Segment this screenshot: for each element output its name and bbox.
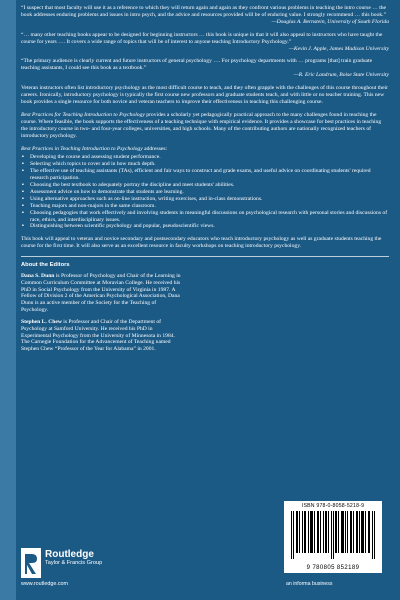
list-item: ▪ Developing the course and assessing student performance. <box>21 154 389 161</box>
editor-bio-text: is Professor and Chair of the Department of Psychology at Samford University. He received his PhD in Experimental Psychology from the University of Minnesota in 1984. The Carnegie Foundation for the Advancement of Teaching named Stephen Chew “Professor of the Year for Alabama” in 2001. <box>21 319 175 353</box>
about-editors-heading: About the Editors <box>21 262 70 269</box>
editor-name: Stephen L. Chew <box>21 319 62 326</box>
quote-text: “… many other teaching books appear to be designed for beginning instructors … this book is unique in that it will also appeal to instructors who have taught the course for years …. It covers a wide range of topics that will be of interest to anyone teaching Introductory Psychology.” <box>21 31 383 45</box>
quote-attribution: —Douglas A. Bernstein, University of South Florida <box>271 18 389 25</box>
list-item: ▪ Teaching majors and non-majors in the same classroom. <box>21 203 389 210</box>
quote-attribution: —Kevin J. Apple, James Madison University <box>288 45 389 52</box>
publisher-group: Taylor & Francis Group <box>45 560 103 566</box>
addresses-title: Best Practices in Teaching Introduction to Psychology <box>21 145 143 152</box>
quote-attribution: —R. Eric Landrum, Boise State University <box>293 72 389 79</box>
left-stripe <box>0 0 16 600</box>
review-quote <box>21 58 389 79</box>
list-item: ▪ Selecting which topics to cover and in how much depth. <box>21 161 389 168</box>
barcode-box <box>284 501 382 573</box>
list-item: ▪ Assessment advice on how to demonstrate that students are learning. <box>21 189 389 196</box>
intro-paragraph: Veteran instructors often list introductory psychology as the most difficult course to teach, and they often grapple with the challenges of this course throughout their careers. Ironically, introductory psychology is typically the first course new professors and graduate students teach, and with little or no teacher training. This new book provides a single resource for both novice and veteran teachers to improve their effectiveness in teaching this challenging course. <box>21 85 388 105</box>
review-quote <box>21 32 389 53</box>
list-item: ▪ Choosing pedagogies that work effectively and involving students in meaningful discussions on psychological research with personal stories and discussions of race, ethics, and interdisciplinary issues. <box>21 210 389 224</box>
closing-paragraph: This book will appeal to veteran and novice secondary and postsecondary educators who teach introductory psychology as well as graduate students teaching the course for the first time. It will also serve as an excellent resource in faculty workshops on teaching introductory psychology. <box>21 236 382 250</box>
back-cover-text <box>21 5 389 359</box>
editor-bio <box>21 273 184 313</box>
quote-text: “I suspect that most faculty will use it as a reference to which they will return again and again as they confront various problems in teaching the intro course … the book addresses enduring problems and issues in intro psych, and the advice and resources provided will be of enduring value. I strongly recommend … this book.” <box>21 5 387 18</box>
description-rest: provides a scholarly yet pedagogically practical approach to the many challenges found in teaching the course. Where feasible, the book supports the effectiveness of a teaching technique with empirical evidence. It provides a showcase for best practices in teaching the introductory course in two- and four-year colleges, universities, and high schools. Many of the contributing authors are nationally recognized teachers of introductory psychology. <box>21 111 382 139</box>
list-item: ▪ Choosing the best textbook to adequately portray the discipline and meet students' abilities. <box>21 182 389 189</box>
description-paragraph <box>21 112 389 140</box>
addresses-suffix: addresses: <box>142 145 168 152</box>
publisher-brand <box>45 549 102 567</box>
topic-list <box>21 154 389 230</box>
list-item: ▪ Using alternative approaches such as on-line instruction, writing exercises, and in-class demonstrations. <box>21 196 389 203</box>
isbn-label: ISBN 978-0-8058-5218-9 <box>301 503 365 509</box>
editor-bio <box>21 319 184 353</box>
routledge-logo-icon <box>21 548 41 578</box>
section-divider <box>21 256 389 257</box>
review-quote <box>21 5 389 26</box>
publisher-website: www.routledge.com <box>21 581 69 587</box>
editor-bio-text: is Professor of Psychology and Chair of the Learning in Common Curriculum Committee at Moravian College. He received his PhD in Social Psychology from the University of Virginia in 1987. A Fellow of Division 2 of the American Psychological Association, Dana Dunn is an active member of the Society for the Teaching of Psychology. <box>21 273 181 313</box>
barcode-icon <box>290 511 376 559</box>
publisher-name: Routledge <box>45 549 94 560</box>
book-title-italic: Best Practices for Teaching Introduction to Psychology <box>21 111 145 118</box>
informa-tagline: an informa business <box>286 581 333 587</box>
quote-text: “The primary audience is clearly current and future instructors of general psychology …. For psychology departments with … programs [that] train graduate teaching assistants, I could see this book as a textbook.” <box>21 58 373 72</box>
barcode-digits: 9 780805 852189 <box>306 565 360 571</box>
editor-name: Dana S. Dunn <box>21 273 55 280</box>
list-item: ▪ Distinguishing between scientific psychology and popular, pseudoscientific views. <box>21 223 389 230</box>
addresses-lead <box>21 146 389 153</box>
list-item: ▪ The effective use of teaching assistants (TAs), efficient and fair ways to construct and grade exams, and useful advice on coordinating students' required research participation. <box>21 168 389 182</box>
